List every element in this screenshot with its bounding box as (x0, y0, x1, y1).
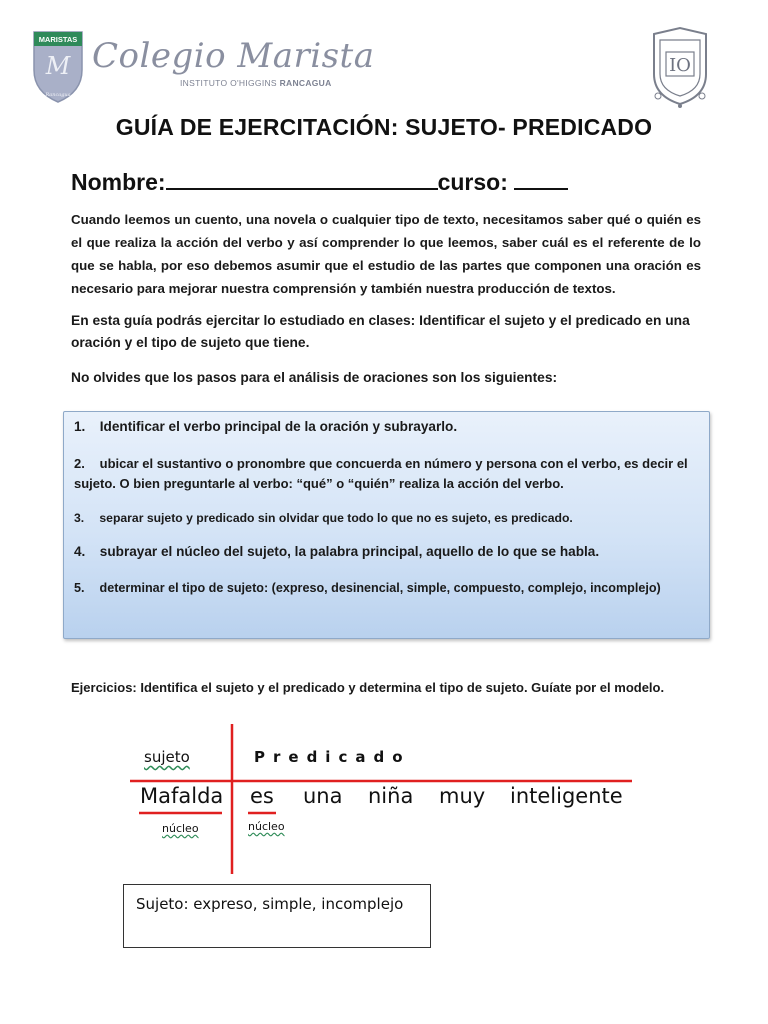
step-number: 2. (74, 456, 85, 471)
logo-badge-text: MARISTAS (38, 35, 78, 44)
exercise-instruction: Ejercicios: Identifica el sujeto y el predicado y determina el tipo de sujeto. Guíate por el modelo. (71, 680, 665, 695)
institute-crest-icon (644, 24, 716, 108)
step-item (74, 542, 699, 562)
subject-type-text: Sujeto: expreso, simple, incomplejo (136, 895, 404, 913)
school-brand (92, 36, 375, 88)
step-number: 4. (74, 544, 86, 559)
step-item (74, 417, 699, 437)
nombre-label: Nombre: (71, 169, 166, 195)
step-number: 1. (74, 419, 86, 434)
brand-subtitle (180, 78, 332, 88)
curso-label: curso: (437, 169, 508, 195)
model-word: inteligente (510, 784, 623, 808)
predicate-nucleus-label: núcleo (248, 820, 285, 833)
step-number: 3. (74, 511, 85, 525)
model-word: Mafalda (140, 784, 224, 808)
model-word: muy (439, 784, 486, 808)
page-header (0, 0, 768, 110)
nombre-blank[interactable] (166, 166, 438, 190)
step-item (74, 508, 699, 528)
model-word: es (250, 784, 274, 808)
subject-type-box (123, 884, 431, 948)
subject-nucleus-label: núcleo (162, 822, 199, 835)
model-word: una (303, 784, 343, 808)
step-item (74, 454, 699, 494)
brand-name: Colegio Marista (92, 36, 375, 76)
predicate-label: Predicado (254, 748, 411, 766)
analysis-steps-box (63, 411, 710, 639)
page-title: GUÍA DE EJERCITACIÓN: SUJETO- PREDICADO (115, 114, 653, 140)
guide-purpose-paragraph: En esta guía podrás ejercitar lo estudiado en clases: Identificar el sujeto y el predicado en una oración y el tipo de sujeto que tiene. (71, 313, 690, 350)
svg-text:M: M (45, 52, 71, 80)
step-text: Identificar el verbo principal de la oración y subrayarlo. (99, 419, 458, 434)
brand-subtitle-bold: RANCAGUA (279, 78, 332, 88)
step-number: 5. (74, 581, 85, 595)
step-text: separar sujeto y predicado sin olvidar que todo lo que no es sujeto, es predicado. (99, 511, 573, 525)
brand-subtitle-plain: INSTITUTO O'HIGGINS (180, 78, 277, 88)
model-word: niña (368, 784, 414, 808)
step-item (74, 578, 699, 598)
steps-intro-paragraph: No olvides que los pasos para el análisis de oraciones son los siguientes: (71, 370, 558, 385)
crest-letters: IO (669, 55, 691, 76)
step-text: determinar el tipo de sujeto: (expreso, desinencial, simple, compuesto, complejo, incomplejo) (99, 581, 661, 595)
name-course-line (71, 166, 568, 196)
step-text: ubicar el sustantivo o pronombre que concuerda en número y persona con el verbo, es decir el sujeto. O bien preguntarle al verbo: “qué” o “quién” realiza la acción del verbo. (74, 456, 688, 491)
subject-label: sujeto (144, 748, 190, 766)
intro-paragraph: Cuando leemos un cuento, una novela o cualquier tipo de texto, necesitamos saber qué o quién es el que realiza la acción del verbo y así comprender lo que leemos, saber cuál es el referente de lo que se habla, por eso debemos asumir que el estudio de las partes que componen una oración es necesario para mejorar nuestra comprensión y también nuestra producción de textos. (71, 212, 701, 296)
step-text: subrayar el núcleo del sujeto, la palabra principal, aquello de lo que se habla. (99, 544, 600, 559)
maristas-logo (30, 26, 86, 104)
logo-badge-sub: Rancagua (45, 92, 71, 98)
curso-blank[interactable] (514, 166, 568, 190)
